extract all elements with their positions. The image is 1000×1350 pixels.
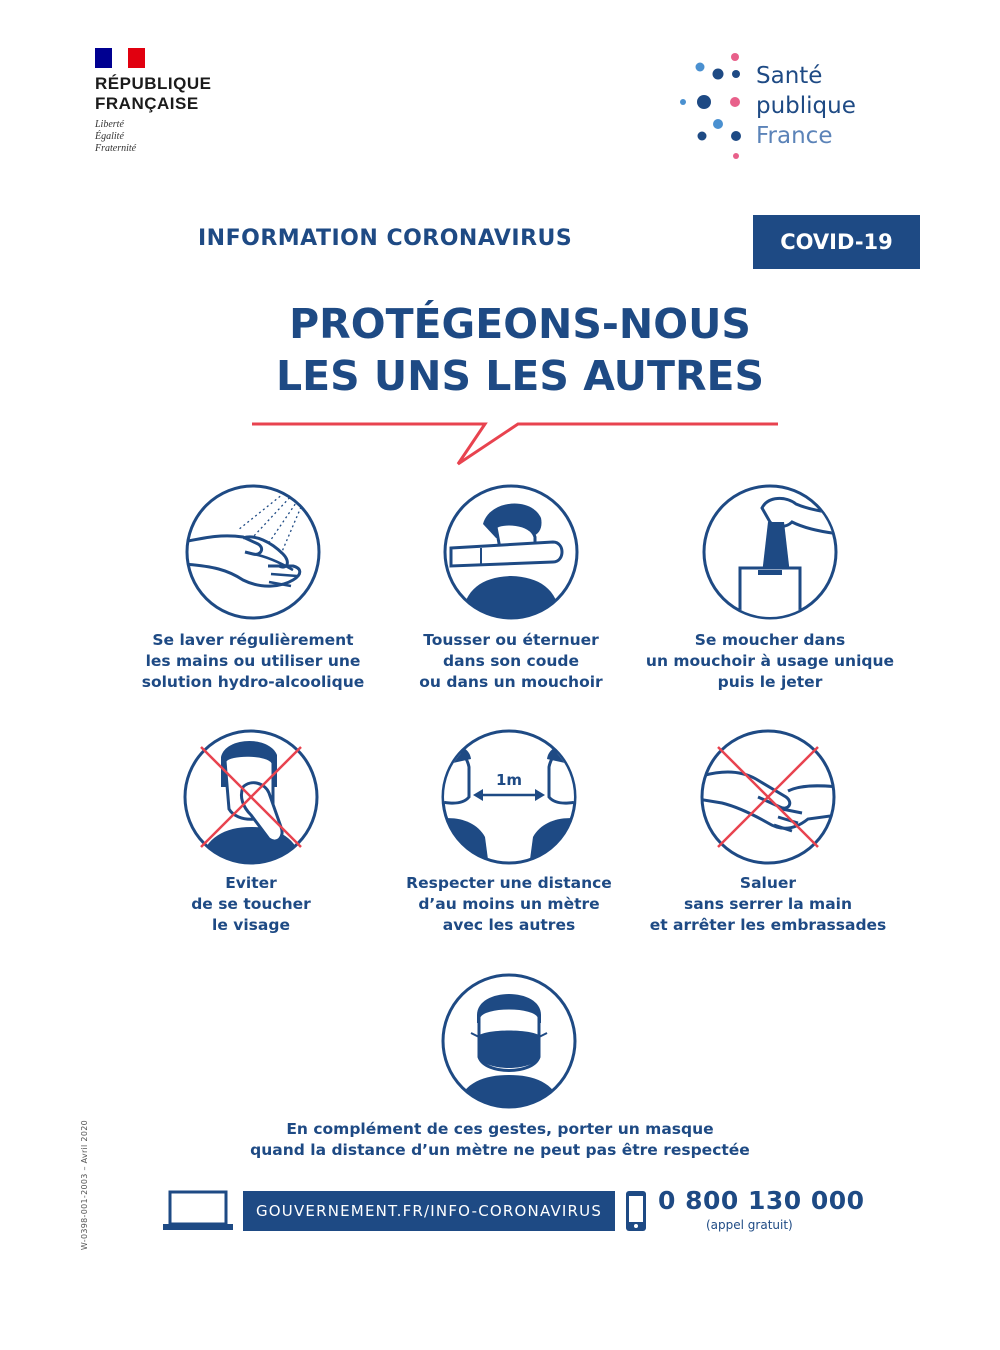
gesture-caption-no-face-touch: Eviter de se toucher le visage bbox=[191, 874, 311, 934]
hand-washing-icon bbox=[183, 482, 323, 622]
gesture-caption-distance: Respecter une distance d’au moins un mètre avec les autres bbox=[406, 874, 612, 934]
sante-publique-france-name: Santé publique France bbox=[756, 63, 856, 149]
mask-icon bbox=[439, 971, 579, 1111]
laptop-icon bbox=[162, 1190, 234, 1232]
information-coronavirus-title: INFORMATION CORONAVIRUS bbox=[198, 226, 573, 251]
speech-bubble-underline bbox=[250, 412, 780, 468]
phone-number[interactable]: 0 800 130 000 bbox=[658, 1186, 865, 1215]
website-link[interactable]: GOUVERNEMENT.FR/INFO-CORONAVIRUS bbox=[243, 1191, 615, 1231]
no-handshake-icon bbox=[698, 727, 838, 867]
gesture-caption-no-handshake: Saluer sans serrer la main et arrêter les embrassades bbox=[649, 874, 887, 934]
phone-note: (appel gratuit) bbox=[706, 1218, 793, 1232]
distance-icon bbox=[439, 727, 579, 867]
republique-flag-logo bbox=[95, 48, 145, 68]
no-face-touch-icon bbox=[181, 727, 321, 867]
tissue-bin-icon bbox=[700, 482, 840, 622]
distance-label: 1m bbox=[495, 771, 523, 789]
gesture-caption-cough-elbow: Tousser ou éternuer dans son coude ou dans un mouchoir bbox=[419, 631, 603, 691]
phone-icon bbox=[624, 1190, 648, 1232]
republique-motto: Liberté Égalité Fraternité bbox=[95, 119, 137, 154]
cough-elbow-icon bbox=[441, 482, 581, 622]
republique-francaise-name: RÉPUBLIQUE FRANÇAISE bbox=[95, 74, 212, 113]
covid-19-badge: COVID-19 bbox=[753, 215, 920, 269]
reference-code: W-0398-001-2003 – Avril 2020 bbox=[80, 1120, 89, 1251]
sante-publique-dots-logo bbox=[678, 52, 748, 162]
gesture-caption-wash-hands: Se laver régulièrement les mains ou utiliser une solution hydro-alcoolique bbox=[141, 631, 365, 691]
gesture-caption-mask: En complément de ces gestes, porter un masque quand la distance d’un mètre ne peut pas être respectée bbox=[250, 1120, 750, 1159]
main-title: PROTÉGEONS-NOUS LES UNS LES AUTRES bbox=[275, 300, 765, 400]
gesture-caption-tissue: Se moucher dans un mouchoir à usage unique puis le jeter bbox=[645, 631, 895, 691]
